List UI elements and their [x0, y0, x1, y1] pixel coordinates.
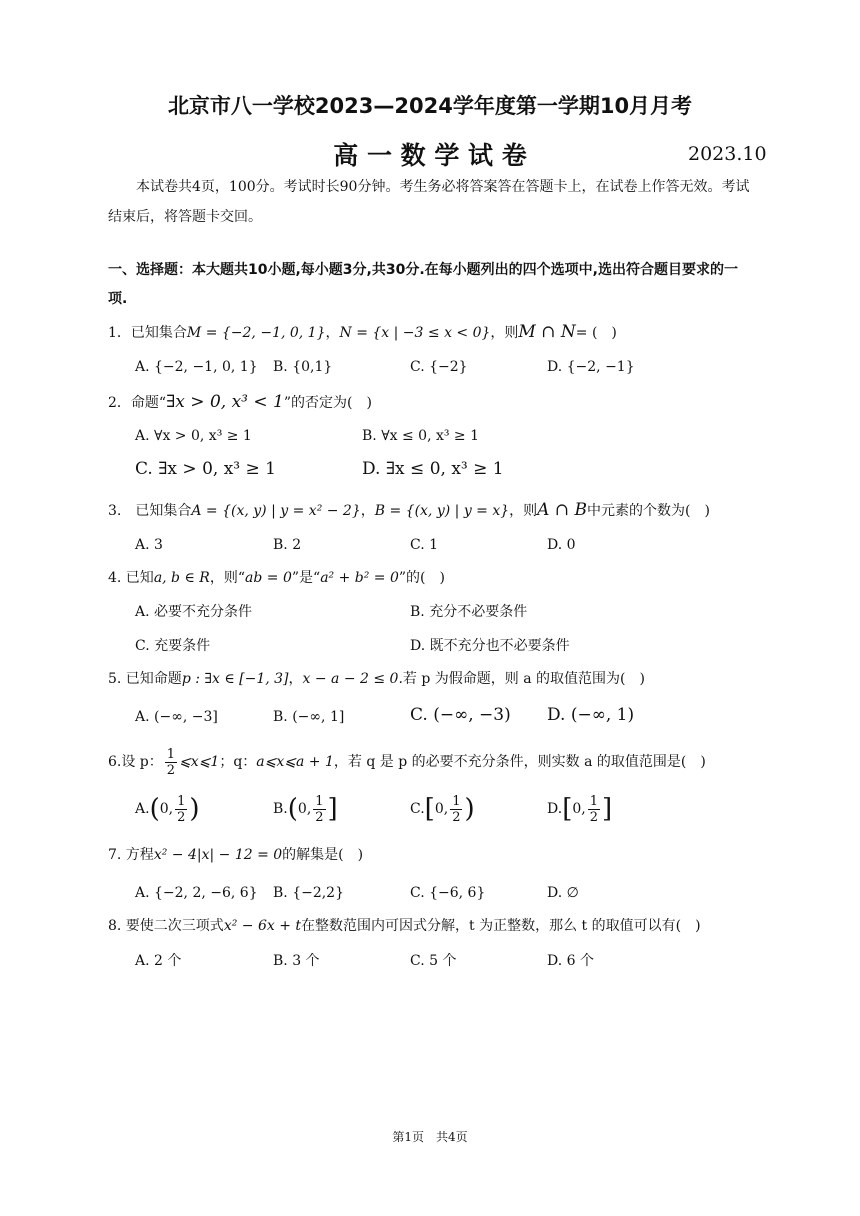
- question-6-option-d-left-bracket: [: [562, 794, 573, 824]
- question-5-option-a: A. (−∞, −3]: [135, 709, 218, 725]
- question-1-option-c: C. {−2}: [410, 359, 468, 375]
- question-8-option-b: B. 3 个: [273, 953, 320, 969]
- question-7-equation: x² − 4|x| − 12 = 0: [153, 847, 283, 863]
- question-5: [108, 668, 758, 690]
- question-6-option-d-denominator: 2: [589, 809, 598, 825]
- question-4-option-a: A. 必要不充分条件: [135, 604, 253, 620]
- question-5-separator: ，: [288, 671, 303, 687]
- question-1: [108, 321, 758, 344]
- question-2-option-a: A. ∀x > 0, x³ ≥ 1: [135, 428, 252, 444]
- question-3-stem: 3. 已知集合: [108, 503, 192, 519]
- question-1-stem-end: = ( ): [575, 325, 617, 341]
- question-1-separator: ，: [325, 325, 340, 341]
- question-4-statement-2: a² + b² = 0: [320, 570, 399, 586]
- question-6-option-a-label: A.: [135, 801, 150, 817]
- question-2-option-d: D. ∃x ≤ 0, x³ ≥ 1: [362, 459, 504, 479]
- question-6-option-a-numerator: 1: [177, 793, 186, 809]
- question-7-option-c: C. {−6, 6}: [410, 885, 486, 901]
- question-6-option-d-numerator: 1: [589, 793, 598, 809]
- question-6-option-d-fraction: [588, 794, 600, 825]
- exam-instructions: 本试卷共4页，100分。考试时长90分钟。考生务必将答案答在答题卡上，在试卷上作答无效。考试结束后，将答题卡交回。: [108, 179, 750, 225]
- question-6-fraction-denominator: 2: [166, 762, 176, 778]
- question-6-option-d: [547, 789, 612, 829]
- question-8-option-a: A. 2 个: [135, 953, 182, 969]
- question-6-option-a-zero: 0,: [159, 801, 174, 817]
- question-1-option-d: D. {−2, −1}: [547, 359, 635, 375]
- question-6-option-d-zero: 0,: [572, 801, 586, 817]
- question-2-option-c: C. ∃x > 0, x³ ≥ 1: [135, 459, 276, 479]
- page-number: 第1页 共4页: [392, 1130, 468, 1144]
- question-6: [108, 745, 758, 779]
- question-7-stem-end: 的解集是( ): [282, 847, 364, 863]
- question-6-option-a-left-bracket: (: [149, 794, 160, 824]
- section-title-choice: 一、选择题：本大题共10小题,每小题3分,共30分.在每小题列出的四个选项中,选出符合题目要求的一项.: [108, 262, 738, 307]
- question-2: [108, 391, 758, 414]
- question-6-option-c-left-bracket: [: [424, 794, 435, 824]
- question-3-option-d: D. 0: [547, 537, 576, 553]
- question-4-stem: 4. 已知: [108, 570, 154, 586]
- question-6-option-a-denominator: 2: [177, 809, 186, 825]
- question-1-option-a: A. {−2, −1, 0, 1}: [135, 359, 258, 375]
- exam-subtitle: 高 一 数 学 试 卷: [333, 141, 527, 170]
- question-4-stem-b: ，则“: [209, 570, 245, 586]
- question-1-option-b: B. {0,1}: [273, 359, 333, 375]
- question-3-stem-end: 中元素的个数为( ): [587, 503, 710, 519]
- question-6-fraction-numerator: 1: [166, 746, 176, 762]
- question-1-stem-mid: ，则: [490, 325, 519, 341]
- question-5-inequality: x − a − 2 ≤ 0.: [302, 671, 403, 687]
- question-8: [108, 915, 758, 937]
- question-6-option-b-right-bracket: ]: [327, 794, 338, 824]
- question-5-stem-end: 若 p 为假命题，则 a 的取值范围为( ): [402, 671, 645, 687]
- question-3-expression: A ∩ B: [537, 500, 587, 520]
- question-1-set-m: M = {−2, −1, 0, 1}: [186, 325, 326, 341]
- question-3-option-c: C. 1: [410, 537, 439, 553]
- question-4-condition: a, b ∈ R: [153, 570, 210, 586]
- question-3-option-b: B. 2: [273, 537, 302, 553]
- question-1-stem: 1．已知集合: [108, 325, 187, 341]
- question-3-set-a: A = {(x, y) | y = x² − 2}: [191, 503, 361, 519]
- question-5-proposition: p : ∃x ∈ [−1, 3]: [181, 671, 289, 687]
- question-6-option-c: [410, 789, 475, 829]
- question-4-stem-c: ”是“: [291, 570, 321, 586]
- question-6-stem: 6.设 p：: [108, 754, 163, 770]
- question-4-statement-1: ab = 0: [245, 570, 292, 586]
- question-2-proposition: ∃x > 0, x³ < 1: [166, 392, 284, 412]
- question-2-stem-end: ”的否定为( ): [283, 395, 372, 411]
- question-2-stem: 2．命题“: [108, 395, 167, 411]
- question-6-option-d-right-bracket: ]: [601, 794, 613, 824]
- question-6-option-c-zero: 0,: [434, 801, 449, 817]
- question-5-option-c: C. (−∞, −3): [410, 705, 511, 725]
- question-4-option-b: B. 充分不必要条件: [410, 604, 528, 620]
- question-6-option-a-fraction: [175, 794, 187, 825]
- question-6-option-b-zero: 0,: [297, 801, 312, 817]
- question-1-expression: M ∩ N: [518, 322, 576, 342]
- question-8-expression: x² − 6x + t: [223, 918, 302, 934]
- question-3-separator: ，: [360, 503, 375, 519]
- question-6-option-c-label: C.: [410, 801, 425, 817]
- question-7-option-b: B. {−2,2}: [273, 885, 344, 901]
- question-3-stem-mid: ，则: [509, 503, 538, 519]
- question-6-option-d-label: D.: [547, 801, 563, 817]
- question-6-stem-end: ，若 q 是 p 的必要不充分条件，则实数 a 的取值范围是( ): [333, 754, 706, 770]
- question-6-option-a: [135, 789, 200, 829]
- question-6-fraction: [165, 747, 177, 778]
- question-2-option-b: B. ∀x ≤ 0, x³ ≥ 1: [362, 428, 480, 444]
- question-4: [108, 567, 758, 589]
- question-4-option-d: D. 既不充分也不必要条件: [410, 638, 570, 654]
- question-4-option-c: C. 充要条件: [135, 638, 211, 654]
- question-7: [108, 844, 758, 866]
- exam-title: 北京市八一学校2023—2024学年度第一学期10月月考: [167, 94, 693, 118]
- question-6-option-b: [273, 789, 338, 829]
- question-3-set-b: B = {(x, y) | y = x}: [374, 503, 510, 519]
- question-6-option-b-numerator: 1: [315, 793, 324, 809]
- question-6-option-b-fraction: [313, 794, 325, 825]
- question-7-option-d: D. ∅: [547, 885, 579, 901]
- question-6-option-b-left-bracket: (: [287, 794, 298, 824]
- question-5-stem: 5. 已知命题: [108, 671, 182, 687]
- question-1-set-n: N = {x | −3 ≤ x < 0}: [339, 325, 491, 341]
- question-4-stem-end: ”的( ): [398, 570, 445, 586]
- question-8-stem-end: 在整数范围内可因式分解，t 为正整数，那么 t 的取值可以有( ): [301, 918, 701, 934]
- question-8-option-c: C. 5 个: [410, 953, 457, 969]
- question-6-option-b-denominator: 2: [315, 809, 324, 825]
- question-5-option-d: D. (−∞, 1): [547, 705, 635, 725]
- exam-date: 2023.10: [688, 143, 767, 165]
- question-8-option-d: D. 6 个: [547, 953, 594, 969]
- question-6-option-c-denominator: 2: [452, 809, 461, 825]
- question-7-option-a: A. {−2, 2, −6, 6}: [135, 885, 258, 901]
- question-6-stem-mid: ；q：: [219, 754, 257, 770]
- question-6-q-condition: a⩽x⩽a + 1: [256, 754, 334, 770]
- question-5-option-b: B. (−∞, 1]: [273, 709, 345, 725]
- question-7-stem: 7. 方程: [108, 847, 154, 863]
- question-6-option-b-label: B.: [273, 801, 288, 817]
- question-6-option-c-right-bracket: ): [464, 794, 475, 824]
- question-6-option-c-numerator: 1: [452, 793, 461, 809]
- question-3-option-a: A. 3: [135, 537, 163, 553]
- question-6-option-c-fraction: [450, 794, 462, 825]
- question-3: [108, 499, 758, 522]
- question-6-option-a-right-bracket: ): [189, 794, 200, 824]
- question-6-p-condition: ⩽x⩽1: [179, 754, 220, 770]
- question-8-stem: 8. 要使二次三项式: [108, 918, 224, 934]
